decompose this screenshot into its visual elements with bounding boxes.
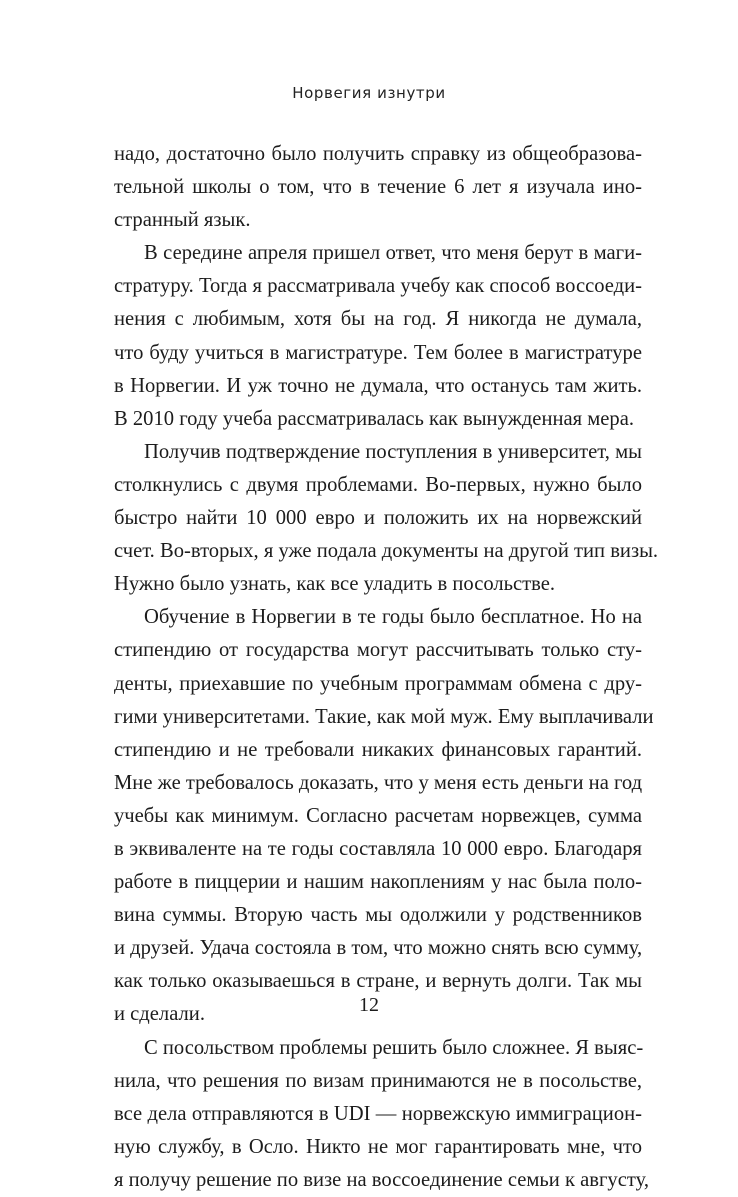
text-line: тельной школы о том, что в течение 6 лет я изучала ино- [114, 176, 642, 199]
text-line: я получу решение по визе на воссоединение семьи к августу, [114, 1168, 649, 1191]
body-text [114, 138, 659, 1197]
text-line: как только оказываешься в стране, и вернуть долги. Так мы [114, 970, 642, 993]
text-line: стипендию и не требовали никаких финансовых гарантий. [114, 738, 642, 761]
text-line: Мне же требовалось доказать, что у меня есть деньги на год [114, 771, 643, 794]
text-line: что буду учиться в магистратуре. Тем более в магистратуре [114, 341, 642, 364]
text-line: нения с любимым, хотя бы на год. Я никогда не думала, [114, 308, 642, 331]
text-line: стратуру. Тогда я рассматривала учебу как способ воссоеди- [114, 275, 642, 298]
text-line: Нужно было узнать, как все уладить в посольстве. [114, 573, 556, 596]
text-line: странный язык. [114, 209, 251, 232]
text-line: в Норвегии. И уж точно не думала, что останусь там жить. [114, 374, 642, 397]
text-line: быстро найти 10 000 евро и положить их на норвежский [114, 507, 642, 530]
text-line: работе в пиццерии и нашим накоплениям у нас была поло- [114, 871, 642, 894]
text-line: гими университетами. Такие, как мой муж. Ему выплачивали [114, 705, 654, 728]
text-line: В 2010 году учеба рассматривалась как вынужденная мера. [114, 407, 635, 430]
text-line: и сделали. [114, 1003, 205, 1026]
text-line: и друзей. Удача состояла в том, что можно снять всю сумму, [114, 937, 643, 960]
text-line: денты, приехавшие по учебным программам обмена с дру- [114, 672, 642, 695]
text-line: вина суммы. Вторую часть мы одолжили у родственников [114, 904, 642, 927]
running-head: Норвегия изнутри [292, 84, 446, 102]
text-line: Получив подтверждение поступления в университет, мы [144, 440, 642, 463]
text-line: надо, достаточно было получить справку из общеобразова- [114, 143, 642, 165]
text-line: В середине апреля пришел ответ, что меня берут в маги- [144, 242, 642, 265]
text-line: стипендию от государства могут рассчитывать только сту- [114, 639, 642, 662]
text-line: все дела отправляются в UDI — норвежскую иммиграцион- [114, 1102, 642, 1125]
text-line: счет. Во-вторых, я уже подала документы на другой тип визы. [114, 540, 659, 563]
page-number: 12 [359, 994, 379, 1016]
text-line: ную службу, в Осло. Никто не мог гарантировать мне, что [114, 1135, 642, 1158]
text-line: столкнулись с двумя проблемами. Во-первых, нужно было [114, 473, 642, 496]
text-line: учебы как минимум. Согласно расчетам норвежцев, сумма [114, 804, 642, 827]
text-line: Обучение в Норвегии в те годы было бесплатное. Но на [144, 606, 642, 629]
text-line: в эквиваленте на те годы составляла 10 000 евро. Благодаря [114, 837, 642, 860]
text-line: нила, что решения по визам принимаются не в посольстве, [114, 1069, 642, 1092]
text-line: С посольством проблемы решить было сложнее. Я выяс- [144, 1036, 644, 1059]
